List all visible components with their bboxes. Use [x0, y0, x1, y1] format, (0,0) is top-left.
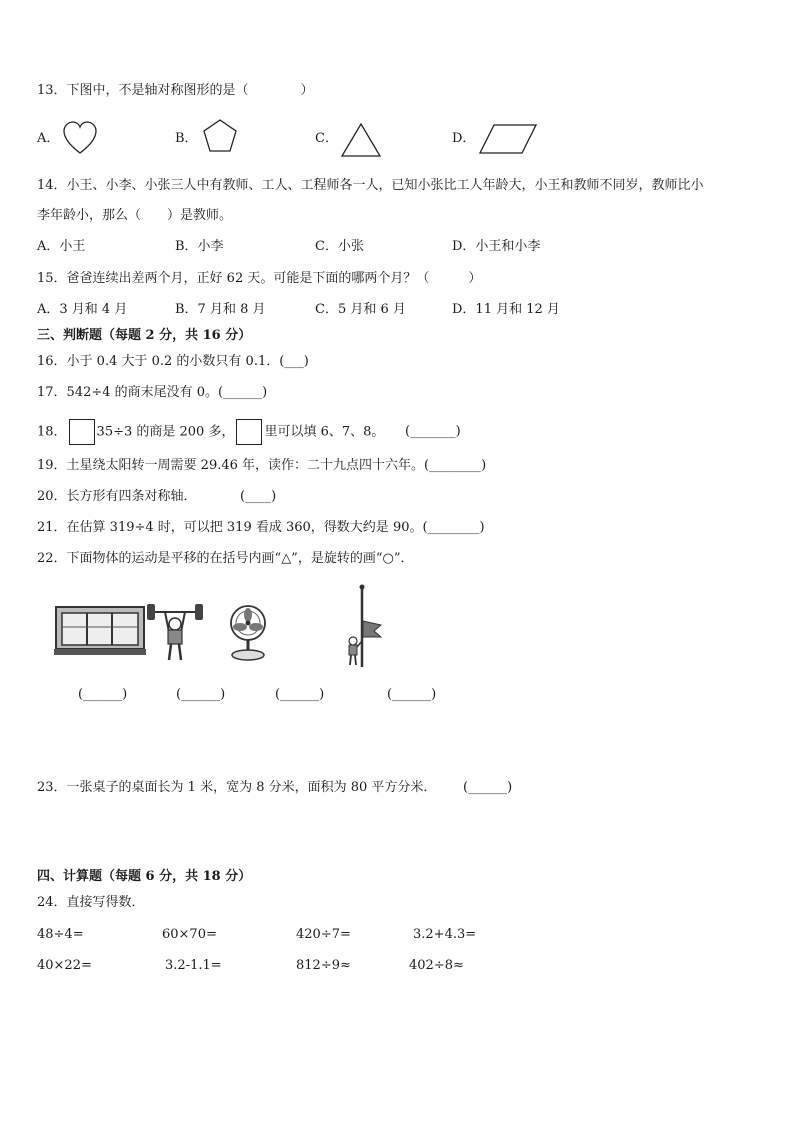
- q18-mid-text: 35÷3 的商是 200 多，: [96, 424, 235, 440]
- q13-option-a-label: A．: [37, 131, 60, 146]
- q24-item-r2c4: 402÷8≈: [409, 958, 464, 973]
- q20-blank: (____): [240, 489, 277, 504]
- q13-stem: 13．下图中，不是轴对称图形的是（ ）: [37, 83, 314, 98]
- q24-item-r1c1: 48÷4=: [37, 927, 84, 942]
- q22-blank-1: (______): [78, 687, 128, 702]
- q23-text: 23．一张桌子的桌面长为 1 米，宽为 8 分米，面积为 80 平方分米．: [37, 780, 437, 795]
- q15-option-d: D．11 月和 12 月: [452, 302, 560, 317]
- pentagon-icon: [202, 118, 238, 154]
- fan-picture: [226, 603, 270, 663]
- q16-text: 16．小于 0.4 大于 0.2 的小数只有 0.1．(___): [37, 354, 309, 369]
- q18-answer-box-1: [69, 419, 95, 445]
- q24-stem: 24．直接写得数．: [37, 895, 145, 910]
- flag-picture: [344, 583, 384, 669]
- q22-blank-3: (______): [275, 687, 325, 702]
- q22-blank-4: (______): [387, 687, 437, 702]
- q14-option-b: B．小李: [175, 239, 224, 254]
- q24-item-r2c2: 3.2-1.1=: [165, 958, 222, 973]
- q14-option-c: C．小张: [315, 239, 364, 254]
- q15-stem: 15．爸爸连续出差两个月，正好 62 天。可能是下面的哪两个月？（ ）: [37, 271, 482, 286]
- q24-item-r2c3: 812÷9≈: [296, 958, 351, 973]
- q15-option-a: A．3 月和 4 月: [37, 302, 128, 317]
- q14-stem-line1: 14．小王、小李、小张三人中有教师、工人、工程师各一人，已知小张比工人年龄大，小王和教师不同岁，教师比小: [37, 178, 704, 193]
- q18-end-text: 里可以填 6、7、8。: [264, 424, 385, 440]
- q21-text: 21．在估算 319÷4 时，可以把 319 看成 360，得数大约是 90。(________): [37, 520, 485, 535]
- window-picture: [54, 605, 146, 657]
- q15-option-b: B．7 月和 8 月: [175, 302, 266, 317]
- q24-item-r1c3: 420÷7=: [296, 927, 351, 942]
- q18-answer-box-2: [236, 419, 262, 445]
- q13-option-d-label: D．: [452, 131, 476, 146]
- parallelogram-icon: [478, 123, 538, 155]
- q24-item-r1c4: 3.2+4.3=: [413, 927, 477, 942]
- q17-text: 17．542÷4 的商末尾没有 0。(______): [37, 385, 268, 400]
- q24-item-r2c1: 40×22=: [37, 958, 92, 973]
- q15-option-c: C．5 月和 6 月: [315, 302, 406, 317]
- q13-option-b-label: B．: [175, 131, 198, 146]
- q14-stem-line2: 李年龄小，那么（ ）是教师。: [37, 208, 233, 223]
- q22-blank-2: (______): [176, 687, 226, 702]
- q18-number: 18．: [37, 424, 67, 440]
- q23-blank: (______): [463, 780, 513, 795]
- section3-heading: 三、判断题（每题 2 分，共 16 分）: [37, 328, 252, 343]
- q22-stem: 22．下面物体的运动是平移的在括号内画“△”，是旋转的画“○”．: [37, 551, 414, 566]
- q14-option-a: A．小王: [37, 239, 86, 254]
- section4-heading: 四、计算题（每题 6 分，共 18 分）: [37, 869, 252, 884]
- q13-option-c-label: C．: [315, 131, 338, 146]
- q18-blank: (_______): [405, 424, 461, 439]
- triangle-icon: [340, 122, 382, 158]
- q14-option-d: D．小王和小李: [452, 239, 541, 254]
- q19-text: 19．土星绕太阳转一周需要 29.46 年，读作：二十九点四十六年。(________): [37, 458, 487, 473]
- q24-item-r1c2: 60×70=: [162, 927, 217, 942]
- q20-text: 20．长方形有四条对称轴．: [37, 489, 197, 504]
- heart-icon: [62, 120, 98, 156]
- q18-line: [37, 419, 384, 446]
- weightlifter-picture: [143, 600, 207, 664]
